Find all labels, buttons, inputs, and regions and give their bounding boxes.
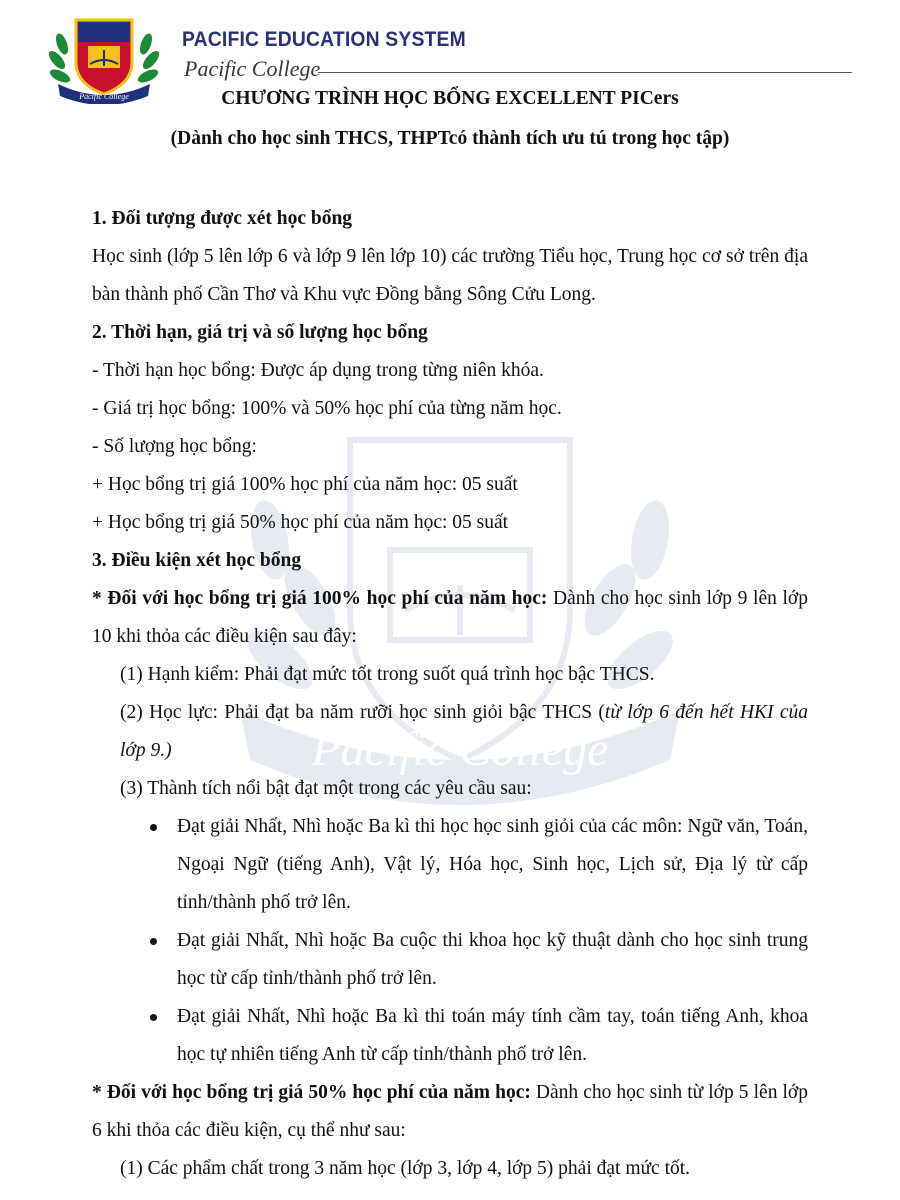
scholarship-value: - Giá trị học bổng: 100% và 50% học phí của từng năm học. (92, 398, 562, 419)
organization-name: PACIFIC EDUCATION SYSTEM (182, 28, 466, 51)
page-subtitle: (Dành cho học sinh THCS, THPTcó thành tích ưu tú trong học tập) (170, 128, 730, 149)
logo-banner-text: Pacific College (79, 92, 129, 101)
scholarship-count: - Số lượng học bổng: (92, 436, 257, 457)
half-scholarship-lead-bold: * Đối với học bổng trị giá 50% học phí của năm học: (92, 1082, 531, 1103)
half-scholarship-lead-rest: Dành cho học sinh từ lớp 5 lên lớp 6 khi thỏa các điều kiện, cụ thể như sau: (92, 1082, 808, 1141)
section-3-heading: 3. Điều kiện xét học bổng (92, 550, 302, 571)
bullet-icon (150, 1014, 157, 1021)
bullet-text-3: Đạt giải Nhất, Nhì hoặc Ba kì thi toán máy tính cầm tay, toán tiếng Anh, khoa học tự nhiên tiếng Anh từ cấp tỉnh/thành phố trở lên. (177, 1006, 808, 1065)
section-1-heading: 1. Đối tượng được xét học bổng (92, 208, 353, 229)
bullet-icon (150, 824, 157, 831)
list-item (92, 998, 808, 1074)
page-title: CHƯƠNG TRÌNH HỌC BỔNG EXCELLENT PICers (221, 88, 679, 109)
college-name: Pacific College (184, 56, 321, 81)
list-item (92, 808, 808, 922)
section-1-body: Học sinh (lớp 5 lên lớp 6 và lớp 9 lên lớp 10) các trường Tiểu học, Trung học cơ sở trên địa bàn thành phố Cần Thơ và Khu vực Đồng bằng Sông Cửu Long. (92, 246, 808, 305)
full-condition-2-main: (2) Học lực: Phải đạt ba năm rưỡi học sinh giỏi bậc THCS ( (120, 702, 605, 723)
section-2-heading: 2. Thời hạn, giá trị và số lượng học bổng (92, 322, 428, 343)
bullet-icon (150, 938, 157, 945)
half-scholarship-lead (92, 1074, 808, 1150)
full-condition-2-italic: từ lớp 6 đến hết HKI của lớp 9.) (120, 702, 809, 761)
full-scholarship-lead-bold: * Đối với học bổng trị giá 100% học phí của năm học: (92, 588, 548, 609)
scholarship-duration: - Thời hạn học bổng: Được áp dụng trong từng niên khóa. (92, 360, 544, 381)
scholarship-count-100: + Học bổng trị giá 100% học phí của năm học: 05 suất (92, 474, 518, 495)
full-condition-2 (92, 694, 808, 770)
bullet-text-2: Đạt giải Nhất, Nhì hoặc Ba cuộc thi khoa học kỹ thuật dành cho học sinh trung học từ cấp tỉnh/thành phố trở lên. (177, 930, 808, 989)
scholarship-count-50: + Học bổng trị giá 50% học phí của năm học: 05 suất (92, 512, 509, 533)
full-scholarship-lead (92, 580, 808, 656)
bullet-text-1: Đạt giải Nhất, Nhì hoặc Ba kì thi học học sinh giỏi của các môn: Ngữ văn, Toán, Ngoại Ngữ (tiếng Anh), Vật lý, Hóa học, Sinh học, Lịch sử, Địa lý từ cấp tỉnh/thành phố trở lên. (177, 816, 808, 913)
full-condition-1: (1) Hạnh kiểm: Phải đạt mức tốt trong suốt quá trình học bậc THCS. (120, 664, 655, 685)
header-divider (318, 72, 852, 73)
half-condition-1: (1) Các phẩm chất trong 3 năm học (lớp 3, lớp 4, lớp 5) phải đạt mức tốt. (120, 1158, 691, 1179)
document-body (92, 200, 808, 1188)
full-condition-3: (3) Thành tích nổi bật đạt một trong các yêu cầu sau: (120, 778, 532, 799)
watermark-text: Pacific College (311, 723, 609, 776)
list-item (92, 922, 808, 998)
full-scholarship-lead-rest: Dành cho học sinh lớp 9 lên lớp 10 khi thỏa các điều kiện sau đây: (92, 588, 808, 647)
